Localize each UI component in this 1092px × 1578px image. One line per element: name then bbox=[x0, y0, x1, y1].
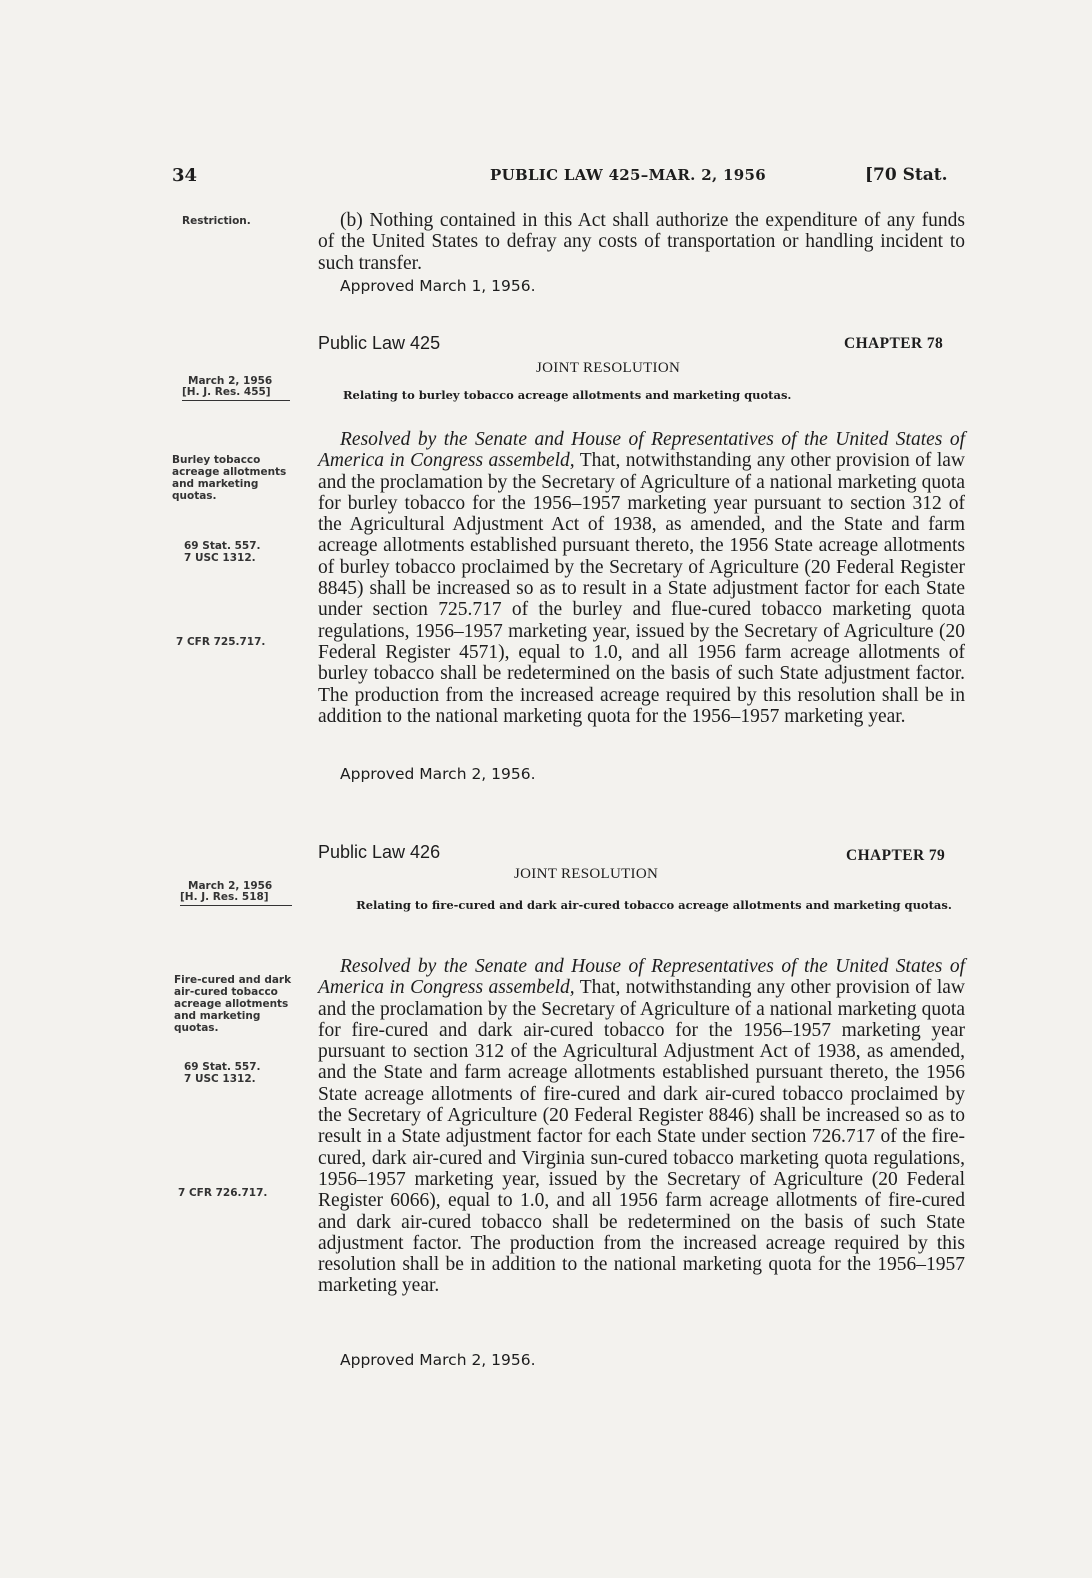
approved-line-425: Approved March 2, 1956. bbox=[340, 765, 536, 783]
public-law-426-label: Public Law 426 bbox=[318, 842, 441, 862]
margin-note-usc-426: 7 USC 1312. bbox=[184, 1073, 256, 1085]
running-title: PUBLIC LAW 425–MAR. 2, 1956 bbox=[490, 166, 766, 184]
margin-note-cfr-425: 7 CFR 725.717. bbox=[176, 636, 266, 648]
joint-resolution-heading-426: JOINT RESOLUTION bbox=[514, 866, 659, 882]
resolution-text-426: That, notwithstanding any other provision of law and the proclamation by the Secretary of Agriculture of a national marketing quota for fire-cured and dark air-cured tobacco for the 1956–1957 marketing year pursuant to section 312 of the Agricultural Adjustment Act of 1938, as amended, and the State and farm acreage allotments established pursuant thereto, the 1956 State acreage allotments of fire-cured and dark air-cured tobacco proclaimed by the Secretary of Agriculture (20 Federal Register 8846) shall be increased so as to result in a State adjustment factor for each State under section 726.717 of the fire-cured, dark air-cured and Virginia sun-cured tobacco marketing quota regulations, 1956–1957 marketing year, issued by the Secretary of Agriculture (20 Federal Register 6066), equal to 1.0, and all 1956 farm acreage allotments of fire-cured and dark air-cured tobacco shall be redetermined on the basis of such State adjustment factor. The production from the increased acreage required by this resolution shall be in addition to the national marketing quota for the 1956–1957 marketing year. bbox=[318, 977, 966, 1297]
chapter-79: CHAPTER 79 bbox=[846, 847, 946, 864]
resolved-clause-425: Resolved by the Senate and House of Representatives of the United States of America in Congress assembeld, bbox=[318, 429, 965, 472]
resolution-body-425 bbox=[318, 429, 965, 727]
joint-resolution-heading-425: JOINT RESOLUTION bbox=[536, 360, 681, 376]
margin-note-burley: Burley tobacco acreage allotments and marketing quotas. bbox=[172, 454, 287, 502]
approved-line-426: Approved March 2, 1956. bbox=[340, 1351, 536, 1369]
resolution-text-425: That, notwithstanding any other provision of law and the proclamation by the Secretary of Agriculture of a national marketing quota for burley tobacco for the 1956–1957 marketing year pursuant to section 312 of the Agricultural Adjustment Act of 1938, as amended, and the State and farm acreage allotments established pursuant thereto, the 1956 State acreage allotments of burley tobacco proclaimed by the Secretary of Agriculture (20 Federal Register 8845) shall be increased so as to result in a State adjustment factor for each State under section 725.717 of the burley and flue-cured tobacco marketing quota regulations, 1956–1957 marketing year, issued by the Secretary of Agriculture (20 Federal Register 4571), equal to 1.0, and all 1956 farm acreage allotments of burley tobacco shall be redetermined on the basis of such State adjustment factor. The production from the increased acreage required by this resolution shall be in addition to the national marketing quota for the 1956–1957 marketing year. bbox=[318, 450, 966, 727]
subtitle-425: Relating to burley tobacco acreage allotments and marketing quotas. bbox=[343, 388, 792, 402]
margin-note-stat-425: 69 Stat. 557. bbox=[184, 540, 261, 552]
page-number: 34 bbox=[172, 165, 198, 186]
margin-note-cfr-426: 7 CFR 726.717. bbox=[178, 1187, 268, 1199]
margin-note-restriction: Restriction. bbox=[182, 215, 251, 227]
volume-reference: [70 Stat. bbox=[865, 165, 948, 185]
margin-bill-425: [H. J. Res. 455] bbox=[182, 386, 290, 401]
resolved-clause-426: Resolved by the Senate and House of Representatives of the United States of America in Congress assembeld, bbox=[318, 956, 965, 999]
margin-date-426: March 2, 1956 bbox=[188, 880, 273, 892]
approved-line-restriction: Approved March 1, 1956. bbox=[340, 277, 536, 295]
public-law-425-label: Public Law 425 bbox=[318, 333, 441, 353]
restriction-paragraph: (b) Nothing contained in this Act shall authorize the expenditure of any funds of the United States to defray any costs of transportation or handling incident to such transfer. bbox=[318, 210, 965, 274]
margin-date-425: March 2, 1956 bbox=[188, 375, 273, 387]
subtitle-426: Relating to fire-cured and dark air-cured tobacco acreage allotments and marketing quotas. bbox=[356, 898, 952, 912]
chapter-78: CHAPTER 78 bbox=[844, 335, 944, 352]
resolution-body-426 bbox=[318, 956, 965, 1297]
margin-note-fire-cured: Fire-cured and dark air-cured tobacco acreage allotments and marketing quotas. bbox=[174, 974, 292, 1034]
margin-note-stat-426: 69 Stat. 557. bbox=[184, 1061, 261, 1073]
margin-note-usc-425: 7 USC 1312. bbox=[184, 552, 256, 564]
margin-bill-426: [H. J. Res. 518] bbox=[180, 891, 292, 906]
